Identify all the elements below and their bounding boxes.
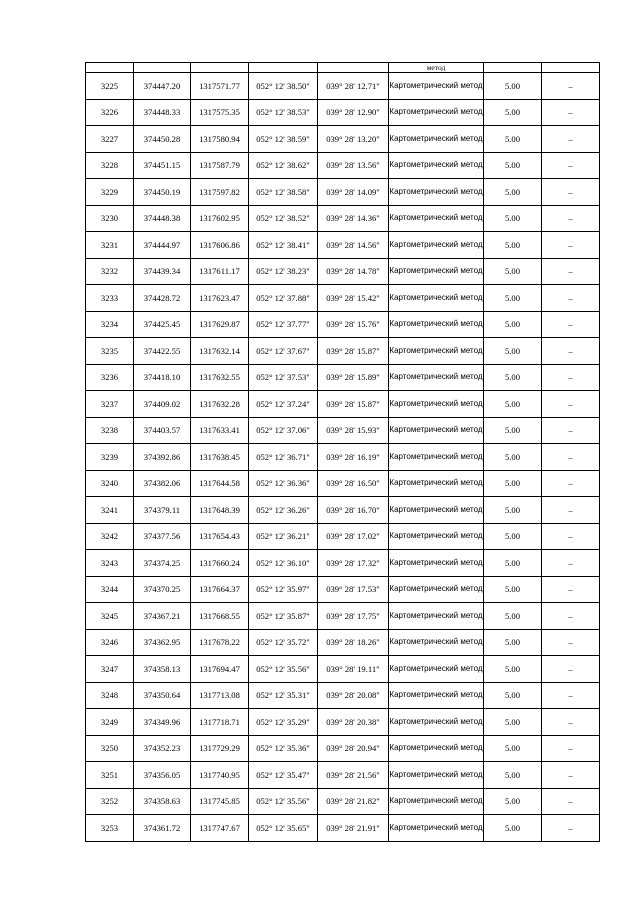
cell-longitude: 039° 28' 12.90" xyxy=(318,99,389,126)
table-row xyxy=(86,603,600,630)
cell-method: Картометрический метод xyxy=(389,391,484,418)
cell-longitude: 039° 28' 16.70" xyxy=(318,497,389,524)
cell-longitude: 039° 28' 14.09" xyxy=(318,179,389,206)
cell-number: 3249 xyxy=(86,709,134,736)
cell-longitude: 039° 28' 15.87" xyxy=(318,391,389,418)
cell-x: 374451.15 xyxy=(134,152,191,179)
cell-latitude: 052° 12' 37.88" xyxy=(249,285,318,312)
cell-latitude: 052° 12' 38.50" xyxy=(249,73,318,100)
cell-note: – xyxy=(542,73,600,100)
cell-y: 1317694.47 xyxy=(191,656,249,683)
cell-x: 374361.72 xyxy=(134,815,191,842)
cell-latitude: 052° 12' 36.71" xyxy=(249,444,318,471)
cell-x: 374349.96 xyxy=(134,709,191,736)
cell-note: – xyxy=(542,682,600,709)
cell-x: 374448.33 xyxy=(134,99,191,126)
cell-number: 3253 xyxy=(86,815,134,842)
cell-number: 3237 xyxy=(86,391,134,418)
cell-note: – xyxy=(542,364,600,391)
cell-note: – xyxy=(542,311,600,338)
cell-accuracy: 5.00 xyxy=(484,762,542,789)
cell-accuracy: 5.00 xyxy=(484,735,542,762)
cell-method: Картометрический метод xyxy=(389,523,484,550)
cell-note: – xyxy=(542,179,600,206)
cell-method: Картометрический метод xyxy=(389,470,484,497)
cell-note: – xyxy=(542,205,600,232)
cell-accuracy: 5.00 xyxy=(484,576,542,603)
cell-longitude: 039° 28' 12.71" xyxy=(318,73,389,100)
cell-method: Картометрический метод xyxy=(389,497,484,524)
cell-method: метод xyxy=(389,63,484,73)
cell-note: – xyxy=(542,656,600,683)
cell-y: 1317668.55 xyxy=(191,603,249,630)
table-row xyxy=(86,709,600,736)
cell-longitude: 039° 28' 20.08" xyxy=(318,682,389,709)
cell-accuracy: 5.00 xyxy=(484,550,542,577)
cell-number: 3246 xyxy=(86,629,134,656)
cell-latitude: 052° 12' 35.47" xyxy=(249,762,318,789)
table-row xyxy=(86,232,600,259)
cell-accuracy: 5.00 xyxy=(484,152,542,179)
cell-x: 374439.34 xyxy=(134,258,191,285)
cell-method: Картометрический метод xyxy=(389,73,484,100)
cell-longitude: 039° 28' 15.87" xyxy=(318,338,389,365)
cell-y: 1317602.95 xyxy=(191,205,249,232)
cell-method: Картометрический метод xyxy=(389,815,484,842)
cell-note: – xyxy=(542,523,600,550)
cell-number: 3227 xyxy=(86,126,134,153)
cell-latitude: 052° 12' 37.53" xyxy=(249,364,318,391)
cell-y: 1317678.22 xyxy=(191,629,249,656)
cell-number: 3244 xyxy=(86,576,134,603)
cell-number: 3234 xyxy=(86,311,134,338)
cell-longitude: 039° 28' 14.56" xyxy=(318,232,389,259)
cell-method: Картометрический метод xyxy=(389,126,484,153)
cell-number: 3230 xyxy=(86,205,134,232)
cell-x: 374358.13 xyxy=(134,656,191,683)
cell-note: – xyxy=(542,735,600,762)
cell-accuracy: 5.00 xyxy=(484,603,542,630)
cell-method: Картометрический метод xyxy=(389,656,484,683)
cell-longitude: 039° 28' 16.50" xyxy=(318,470,389,497)
cell-number: 3225 xyxy=(86,73,134,100)
table-row xyxy=(86,444,600,471)
cell-method: Картометрический метод xyxy=(389,603,484,630)
cell-longitude: 039° 28' 17.02" xyxy=(318,523,389,550)
table-row xyxy=(86,470,600,497)
cell-method: Картометрический метод xyxy=(389,232,484,259)
cell-y: 1317654.43 xyxy=(191,523,249,550)
cell-x: 374382.06 xyxy=(134,470,191,497)
cell-number: 3250 xyxy=(86,735,134,762)
cell-longitude: 039° 28' 13.20" xyxy=(318,126,389,153)
cell-latitude: 052° 12' 35.72" xyxy=(249,629,318,656)
cell-accuracy: 5.00 xyxy=(484,470,542,497)
cell-x: 374448.38 xyxy=(134,205,191,232)
cell-number: 3233 xyxy=(86,285,134,312)
cell-x: 374425.45 xyxy=(134,311,191,338)
table-row xyxy=(86,311,600,338)
cell-number: 3232 xyxy=(86,258,134,285)
cell-number: 3239 xyxy=(86,444,134,471)
cell-y: 1317597.82 xyxy=(191,179,249,206)
cell-y: 1317729.29 xyxy=(191,735,249,762)
cell-number: 3229 xyxy=(86,179,134,206)
cell-accuracy: 5.00 xyxy=(484,364,542,391)
cell-longitude: 039° 28' 17.75" xyxy=(318,603,389,630)
table-row xyxy=(86,682,600,709)
cell-note: – xyxy=(542,815,600,842)
cell-note: – xyxy=(542,709,600,736)
cell-number: 3228 xyxy=(86,152,134,179)
cell-method: Картометрический метод xyxy=(389,258,484,285)
cell-latitude: 052° 12' 36.26" xyxy=(249,497,318,524)
cell-x: 374370.25 xyxy=(134,576,191,603)
cell-accuracy: 5.00 xyxy=(484,656,542,683)
cell-x: 374356.05 xyxy=(134,762,191,789)
cell-latitude: 052° 12' 37.06" xyxy=(249,417,318,444)
cell-method: Картометрический метод xyxy=(389,629,484,656)
cell-longitude: 039° 28' 13.56" xyxy=(318,152,389,179)
cell-y: 1317740.95 xyxy=(191,762,249,789)
cell-y: 1317632.14 xyxy=(191,338,249,365)
table-row xyxy=(86,99,600,126)
cell-latitude: 052° 12' 38.41" xyxy=(249,232,318,259)
cell-x: 374374.25 xyxy=(134,550,191,577)
cell-y: 1317718.71 xyxy=(191,709,249,736)
cell-number: 3242 xyxy=(86,523,134,550)
cell-x: 374418.10 xyxy=(134,364,191,391)
cell-accuracy: 5.00 xyxy=(484,126,542,153)
cell-latitude: 052° 12' 38.52" xyxy=(249,205,318,232)
cell-number: 3231 xyxy=(86,232,134,259)
cell-number: 3226 xyxy=(86,99,134,126)
cell-latitude: 052° 12' 38.62" xyxy=(249,152,318,179)
cell-accuracy: 5.00 xyxy=(484,285,542,312)
cell-method: Картометрический метод xyxy=(389,152,484,179)
cell-note: – xyxy=(542,470,600,497)
cell-note: – xyxy=(542,417,600,444)
cell-number: 3248 xyxy=(86,682,134,709)
cell-x: 374450.19 xyxy=(134,179,191,206)
cell-longitude: 039° 28' 17.53" xyxy=(318,576,389,603)
cell-accuracy: 5.00 xyxy=(484,417,542,444)
cell-accuracy: 5.00 xyxy=(484,232,542,259)
cell-longitude xyxy=(318,63,389,73)
table-row xyxy=(86,391,600,418)
cell-method: Картометрический метод xyxy=(389,550,484,577)
cell-y: 1317580.94 xyxy=(191,126,249,153)
cell-note: – xyxy=(542,444,600,471)
cell-y xyxy=(191,63,249,73)
cell-longitude: 039° 28' 21.56" xyxy=(318,762,389,789)
cell-longitude: 039° 28' 20.94" xyxy=(318,735,389,762)
table-row xyxy=(86,762,600,789)
table-row xyxy=(86,258,600,285)
cell-latitude: 052° 12' 37.24" xyxy=(249,391,318,418)
cell-number: 3245 xyxy=(86,603,134,630)
cell-x: 374350.64 xyxy=(134,682,191,709)
cell-x: 374362.95 xyxy=(134,629,191,656)
cell-method: Картометрический метод xyxy=(389,205,484,232)
cell-number: 3243 xyxy=(86,550,134,577)
cell-x: 374379.11 xyxy=(134,497,191,524)
cell-longitude: 039° 28' 18.26" xyxy=(318,629,389,656)
cell-accuracy: 5.00 xyxy=(484,205,542,232)
cell-y: 1317571.77 xyxy=(191,73,249,100)
cell-method: Картометрический метод xyxy=(389,417,484,444)
cell-longitude: 039° 28' 14.36" xyxy=(318,205,389,232)
cell-number: 3241 xyxy=(86,497,134,524)
table-row xyxy=(86,338,600,365)
cell-y: 1317638.45 xyxy=(191,444,249,471)
cell-longitude: 039° 28' 17.32" xyxy=(318,550,389,577)
cell-latitude: 052° 12' 38.59" xyxy=(249,126,318,153)
table-row xyxy=(86,735,600,762)
cell-latitude: 052° 12' 37.67" xyxy=(249,338,318,365)
cell-number xyxy=(86,63,134,73)
cell-accuracy: 5.00 xyxy=(484,391,542,418)
cell-y: 1317633.41 xyxy=(191,417,249,444)
cell-latitude: 052° 12' 35.65" xyxy=(249,815,318,842)
table-row xyxy=(86,656,600,683)
cell-method: Картометрический метод xyxy=(389,311,484,338)
cell-note: – xyxy=(542,629,600,656)
cell-latitude: 052° 12' 36.10" xyxy=(249,550,318,577)
cell-note: – xyxy=(542,338,600,365)
cell-method: Картометрический метод xyxy=(389,338,484,365)
cell-longitude: 039° 28' 20.38" xyxy=(318,709,389,736)
cell-number: 3240 xyxy=(86,470,134,497)
cell-x: 374409.02 xyxy=(134,391,191,418)
cell-y: 1317632.55 xyxy=(191,364,249,391)
cell-note: – xyxy=(542,788,600,815)
cell-note: – xyxy=(542,497,600,524)
cell-y: 1317664.37 xyxy=(191,576,249,603)
cell-longitude: 039° 28' 15.76" xyxy=(318,311,389,338)
cell-y: 1317745.85 xyxy=(191,788,249,815)
cell-x: 374377.56 xyxy=(134,523,191,550)
table-row xyxy=(86,629,600,656)
cell-latitude: 052° 12' 35.56" xyxy=(249,656,318,683)
cell-latitude: 052° 12' 37.77" xyxy=(249,311,318,338)
cell-method: Картометрический метод xyxy=(389,762,484,789)
cell-accuracy: 5.00 xyxy=(484,99,542,126)
cell-note: – xyxy=(542,391,600,418)
cell-number: 3247 xyxy=(86,656,134,683)
table-body xyxy=(86,63,600,842)
cell-method: Картометрический метод xyxy=(389,788,484,815)
cell-latitude: 052° 12' 35.29" xyxy=(249,709,318,736)
cell-y: 1317660.24 xyxy=(191,550,249,577)
cell-longitude: 039° 28' 14.78" xyxy=(318,258,389,285)
cell-longitude: 039° 28' 15.42" xyxy=(318,285,389,312)
cell-method: Картометрический метод xyxy=(389,179,484,206)
cell-accuracy: 5.00 xyxy=(484,444,542,471)
table-row xyxy=(86,576,600,603)
cell-x: 374444.97 xyxy=(134,232,191,259)
cell-x: 374450.28 xyxy=(134,126,191,153)
cell-method: Картометрический метод xyxy=(389,682,484,709)
cell-latitude: 052° 12' 36.21" xyxy=(249,523,318,550)
table-row xyxy=(86,523,600,550)
cell-longitude: 039° 28' 16.19" xyxy=(318,444,389,471)
cell-latitude: 052° 12' 35.56" xyxy=(249,788,318,815)
cell-longitude: 039° 28' 19.11" xyxy=(318,656,389,683)
cell-longitude: 039° 28' 15.93" xyxy=(318,417,389,444)
cell-accuracy: 5.00 xyxy=(484,179,542,206)
cell-accuracy: 5.00 xyxy=(484,788,542,815)
cell-note: – xyxy=(542,285,600,312)
cell-longitude: 039° 28' 21.82" xyxy=(318,788,389,815)
cell-accuracy: 5.00 xyxy=(484,709,542,736)
cell-note: – xyxy=(542,550,600,577)
cell-latitude: 052° 12' 38.58" xyxy=(249,179,318,206)
cell-latitude: 052° 12' 35.87" xyxy=(249,603,318,630)
cell-longitude: 039° 28' 15.89" xyxy=(318,364,389,391)
cell-y: 1317611.17 xyxy=(191,258,249,285)
cell-number: 3251 xyxy=(86,762,134,789)
cell-accuracy: 5.00 xyxy=(484,311,542,338)
cell-y: 1317623.47 xyxy=(191,285,249,312)
cell-x: 374358.63 xyxy=(134,788,191,815)
table-row xyxy=(86,205,600,232)
cell-number: 3236 xyxy=(86,364,134,391)
cell-latitude: 052° 12' 38.53" xyxy=(249,99,318,126)
cell-method: Картометрический метод xyxy=(389,709,484,736)
cell-number: 3252 xyxy=(86,788,134,815)
cell-latitude: 052° 12' 36.36" xyxy=(249,470,318,497)
continued-row xyxy=(86,63,600,73)
cell-x: 374422.55 xyxy=(134,338,191,365)
cell-y: 1317747.67 xyxy=(191,815,249,842)
cell-accuracy: 5.00 xyxy=(484,815,542,842)
cell-note xyxy=(542,63,600,73)
cell-accuracy: 5.00 xyxy=(484,629,542,656)
cell-y: 1317606.86 xyxy=(191,232,249,259)
table-row xyxy=(86,788,600,815)
cell-x: 374403.57 xyxy=(134,417,191,444)
cell-y: 1317629.87 xyxy=(191,311,249,338)
cell-method: Картометрический метод xyxy=(389,735,484,762)
cell-accuracy: 5.00 xyxy=(484,682,542,709)
cell-y: 1317575.35 xyxy=(191,99,249,126)
cell-x: 374392.86 xyxy=(134,444,191,471)
table-row xyxy=(86,73,600,100)
cell-longitude: 039° 28' 21.91" xyxy=(318,815,389,842)
cell-method: Картометрический метод xyxy=(389,285,484,312)
cell-latitude xyxy=(249,63,318,73)
cell-note: – xyxy=(542,258,600,285)
cell-note: – xyxy=(542,603,600,630)
cell-number: 3238 xyxy=(86,417,134,444)
cell-number: 3235 xyxy=(86,338,134,365)
cell-method: Картометрический метод xyxy=(389,99,484,126)
cell-x: 374367.21 xyxy=(134,603,191,630)
cell-accuracy: 5.00 xyxy=(484,258,542,285)
cell-latitude: 052° 12' 35.36" xyxy=(249,735,318,762)
cell-note: – xyxy=(542,762,600,789)
table-row xyxy=(86,179,600,206)
cell-accuracy: 5.00 xyxy=(484,497,542,524)
cell-accuracy: 5.00 xyxy=(484,73,542,100)
cell-y: 1317648.39 xyxy=(191,497,249,524)
table-row xyxy=(86,364,600,391)
cell-y: 1317644.58 xyxy=(191,470,249,497)
table-row xyxy=(86,152,600,179)
coordinates-table xyxy=(85,62,600,842)
table-row xyxy=(86,497,600,524)
table-row xyxy=(86,285,600,312)
cell-x: 374447.20 xyxy=(134,73,191,100)
table-row xyxy=(86,126,600,153)
cell-note: – xyxy=(542,232,600,259)
cell-method: Картометрический метод xyxy=(389,576,484,603)
cell-latitude: 052° 12' 35.97" xyxy=(249,576,318,603)
cell-x: 374428.72 xyxy=(134,285,191,312)
table-row xyxy=(86,815,600,842)
cell-x: 374352.23 xyxy=(134,735,191,762)
cell-accuracy: 5.00 xyxy=(484,338,542,365)
cell-note: – xyxy=(542,126,600,153)
cell-x xyxy=(134,63,191,73)
cell-y: 1317587.79 xyxy=(191,152,249,179)
cell-accuracy: 5.00 xyxy=(484,523,542,550)
cell-note: – xyxy=(542,576,600,603)
cell-method: Картометрический метод xyxy=(389,364,484,391)
cell-note: – xyxy=(542,99,600,126)
cell-note: – xyxy=(542,152,600,179)
cell-latitude: 052° 12' 35.31" xyxy=(249,682,318,709)
table-row xyxy=(86,550,600,577)
cell-method: Картометрический метод xyxy=(389,444,484,471)
cell-latitude: 052° 12' 38.23" xyxy=(249,258,318,285)
table-row xyxy=(86,417,600,444)
cell-accuracy xyxy=(484,63,542,73)
cell-y: 1317713.08 xyxy=(191,682,249,709)
cell-y: 1317632.28 xyxy=(191,391,249,418)
